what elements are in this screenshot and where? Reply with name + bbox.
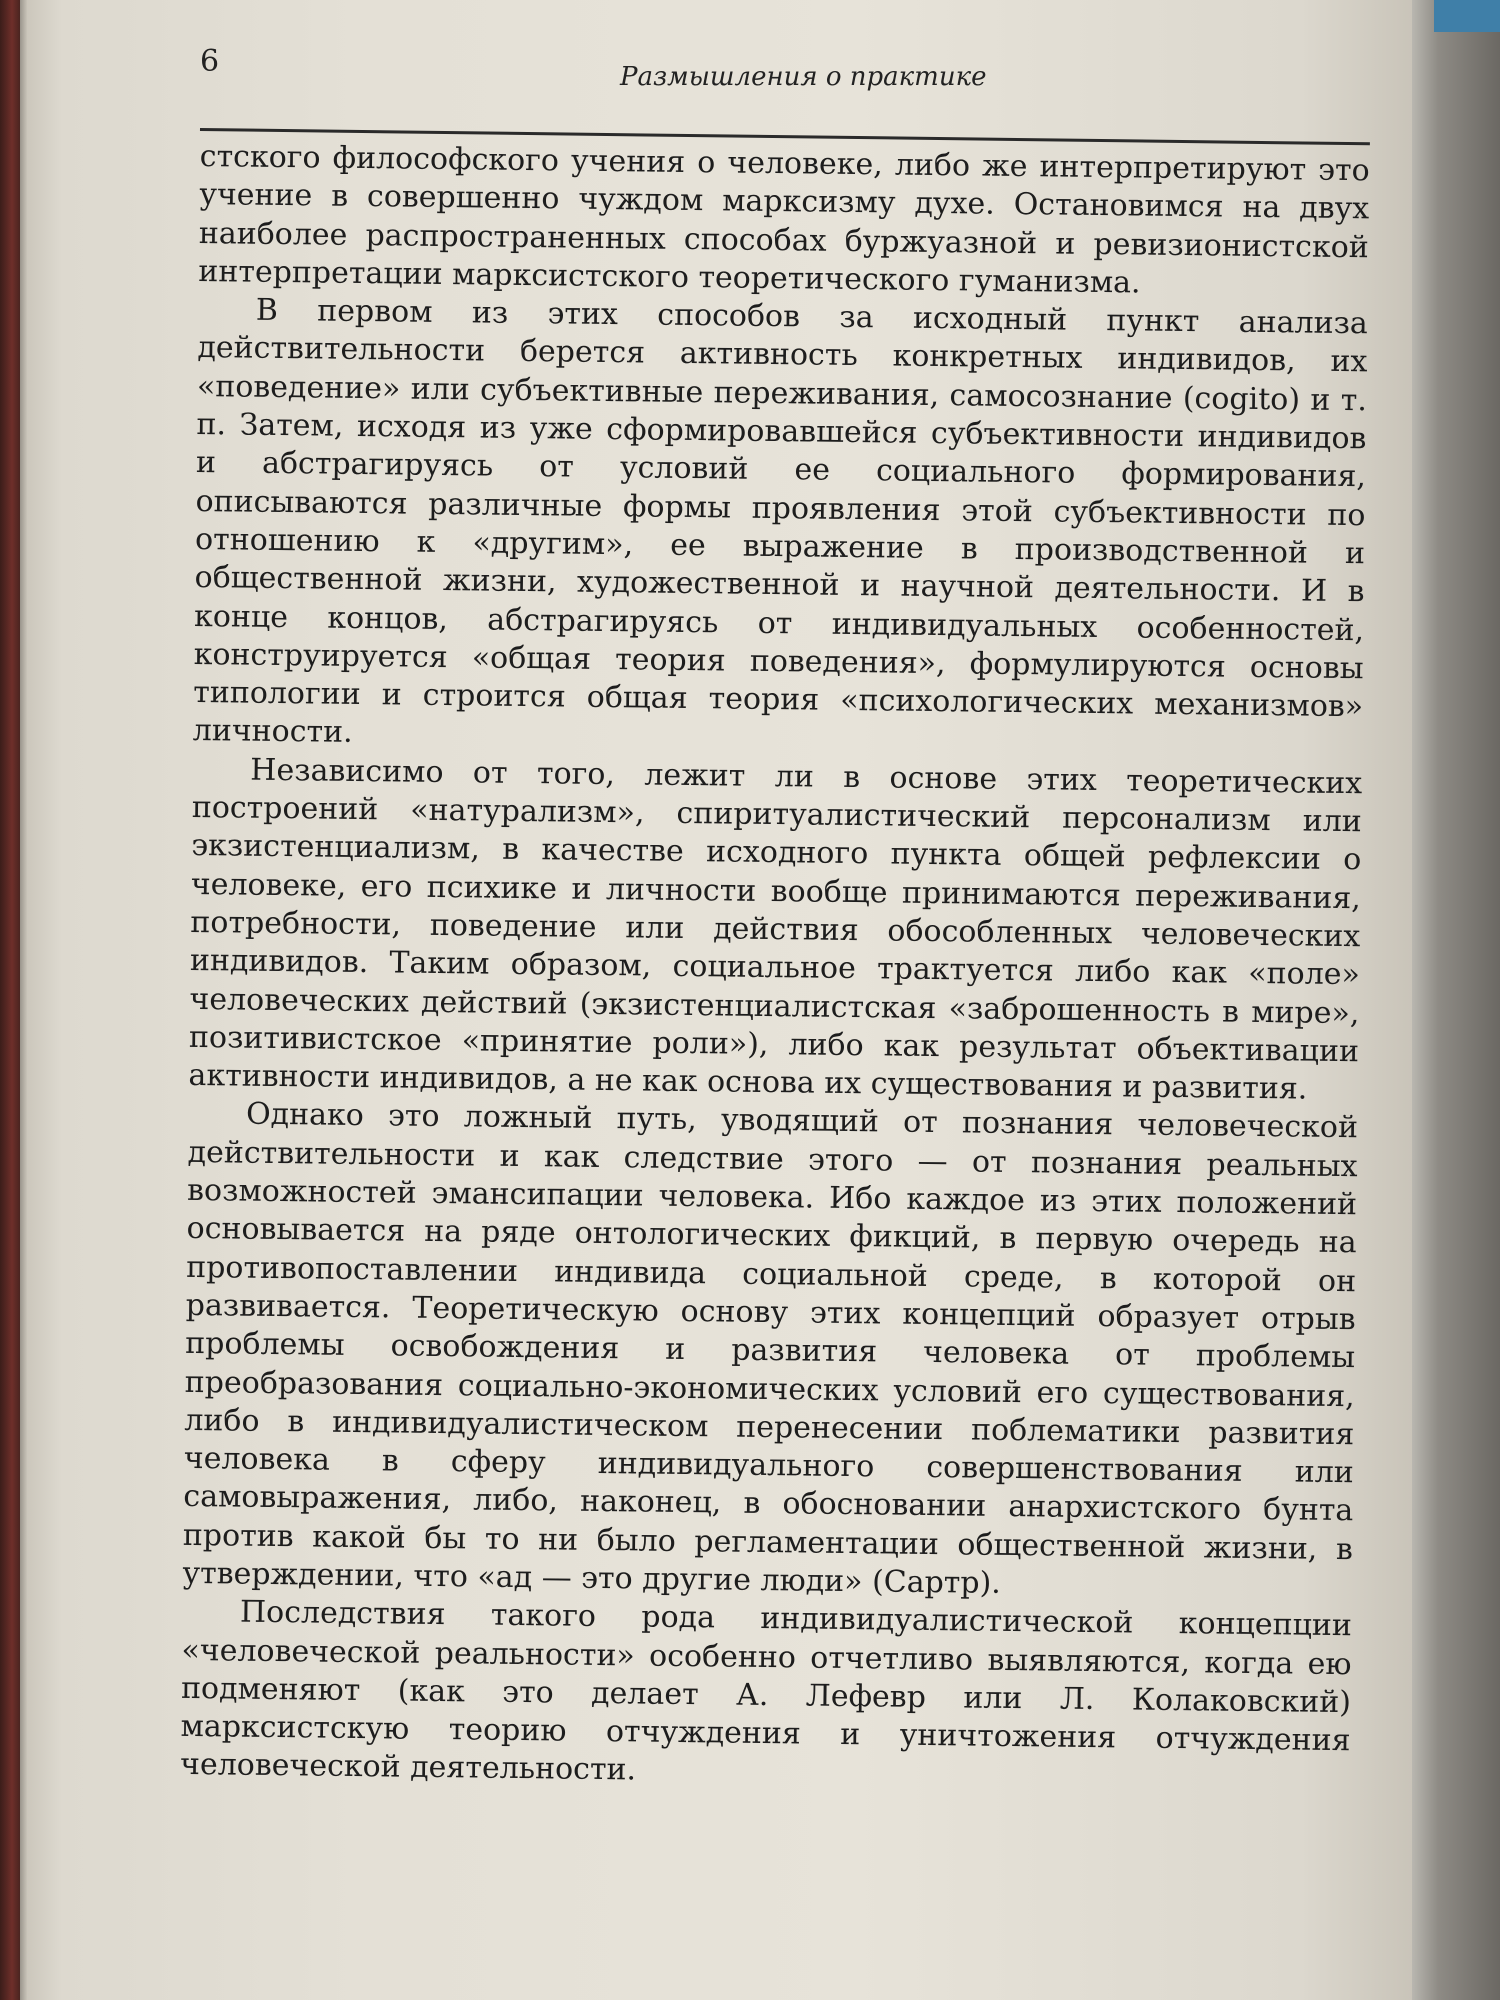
book-page bbox=[20, 0, 1412, 2000]
paragraph: Последствия такого рода индивидуалистической концепции «человеческой реальности» особенно отчетливо выявляются, когда ею подменяют (как это делает А. Лефевр или Л. Колаковский) марксистскую теорию отчуждения и уничтожения отчуждения человеческой деятельности. bbox=[179, 1594, 1353, 1788]
book-cover-edge bbox=[0, 0, 20, 2000]
page-header bbox=[200, 44, 1370, 114]
page-gutter bbox=[20, 0, 28, 2000]
paragraph: стского философского учения о человеке, либо же интерпретируют это учение в совершенно чуждом марксизму духе. Остановимся на двух наиболее распространенных способах буржуазной и ревизионистской интерпретации марксистского теоретического гуманизма. bbox=[198, 138, 1370, 301]
paragraph: Независимо от того, лежит ли в основе этих теоретических построений «натурализм», спиритуалистический персонализм или экзистенциализм, в качестве исходного пункта общей рефлексии о человеке, его психике и личности вообще принимаются переживания, потребности, поведение или действия обособленных человеческих индивидов. Таким образом, социальное трактуется либо как «поле» человеческих действий (экзистенциалистская «заброшенность в мире», позитивистское «принятие роли»), либо как результат объективации активности индивидов, а не как основа их существования и развития. bbox=[188, 752, 1363, 1107]
body-text bbox=[180, 138, 1370, 1799]
paragraph: В первом из этих способов за исходный пункт анализа действительности берется активность конкретных индивидов, их «поведение» или субъективные переживания, самосознание (cogito) и т. п. Затем, исходя из уже сформировавшейся субъективности индивидов и абстрагируясь от условий ее социального формирования, описываются различные формы проявления этой субъективности по отношению к «другим», ее выражение в производственной и общественной жизни, художественной и научной деятельности. И в конце концов, абстрагируясь от индивидуальных особенностей, конструируется «общая теория поведения», формулируются основы типологии и строится общая теория «психологических механизмов» личности. bbox=[192, 292, 1369, 751]
paragraph: Однако это ложный путь, уводящий от познания человеческой действительности и как следствие этого — от познания реальных возможностей эмансипации человека. Ибо каждое из этих положений основывается на ряде онтологических фикций, в первую очередь на противопоставлении индивида социальной среде, в которой он развивается. Теоретическую основу этих концепций образует отрыв проблемы освобождения и развития человека от проблемы преобразования социально-экономических условий его существования, либо в индивидуалистическом перенесении поблематики развития человека в сферу индивидуального совершенствования или самовыражения, либо, наконец, в обосновании анархистского бунта против какой бы то ни было регламентации общественной жизни, в утверждении, что «ад — это другие люди» (Сартр). bbox=[182, 1097, 1359, 1601]
page-number: 6 bbox=[200, 44, 220, 79]
adjacent-page-edge bbox=[1412, 0, 1500, 2000]
background-object bbox=[1434, 0, 1500, 32]
running-title: Размышления о практике bbox=[620, 62, 987, 92]
